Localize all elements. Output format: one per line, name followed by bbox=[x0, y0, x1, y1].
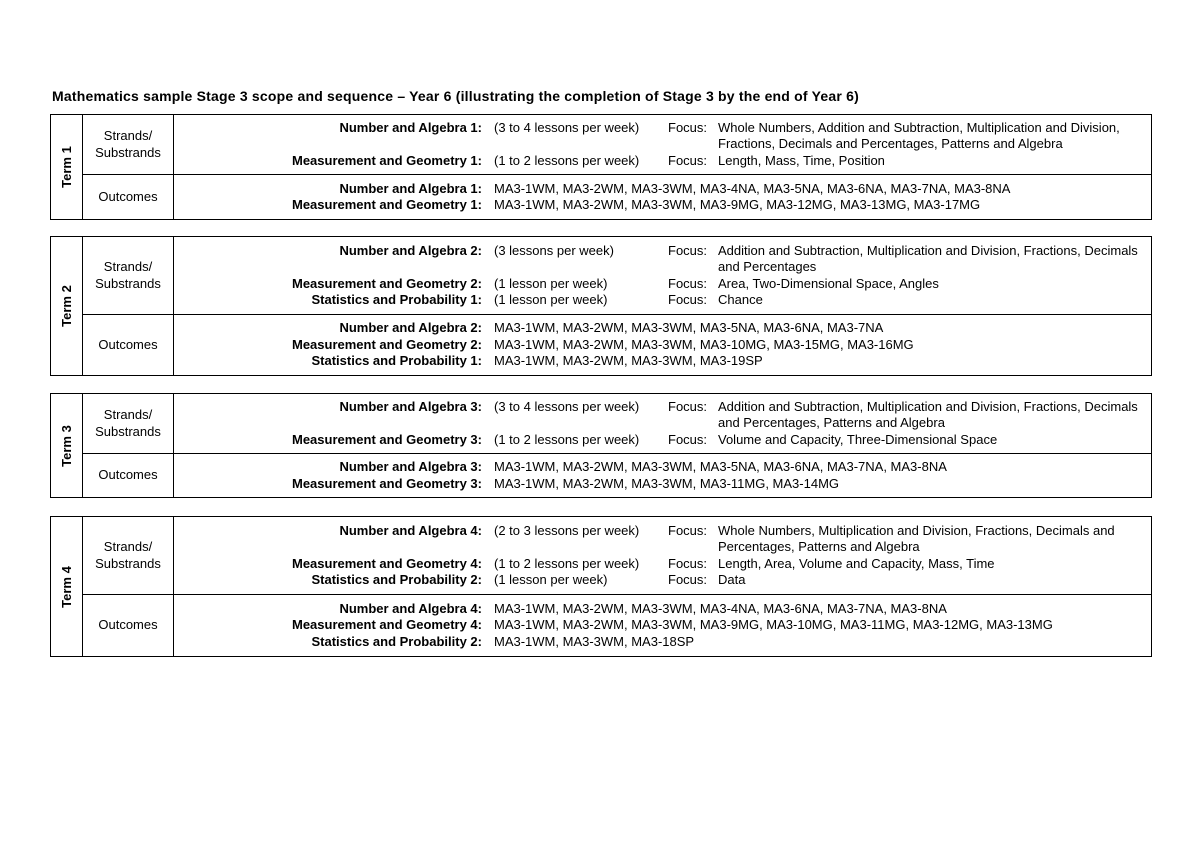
strand-row bbox=[174, 399, 1151, 432]
strand-lessons: (1 lesson per week) bbox=[494, 292, 608, 307]
strand-focus: Data bbox=[718, 572, 746, 587]
outcome-name: Number and Algebra 2: bbox=[339, 320, 482, 336]
strand-row bbox=[174, 523, 1151, 556]
strand-name: Number and Algebra 3: bbox=[339, 398, 482, 414]
outcomes-header: Outcomes bbox=[83, 454, 174, 498]
outcome-name: Measurement and Geometry 2: bbox=[291, 336, 482, 352]
outcome-codes: MA3-1WM, MA3-2WM, MA3-3WM, MA3-5NA, MA3-6NA, MA3-7NA, MA3-8NA bbox=[494, 459, 947, 474]
focus-label: Focus: bbox=[668, 522, 708, 538]
strand-lessons: (2 to 3 lessons per week) bbox=[494, 522, 640, 538]
strand-name: Measurement and Geometry 1: bbox=[291, 152, 482, 168]
strand-lessons: (1 lesson per week) bbox=[494, 572, 608, 587]
strand-row bbox=[174, 243, 1151, 276]
strand-focus: Length, Area, Volume and Capacity, Mass, Time bbox=[718, 555, 995, 571]
outcome-row bbox=[174, 634, 1151, 651]
focus-label: Focus: bbox=[668, 292, 708, 307]
outcome-name: Number and Algebra 3: bbox=[339, 459, 482, 474]
outcome-codes: MA3-1WM, MA3-2WM, MA3-3WM, MA3-11MG, MA3-14MG bbox=[494, 475, 840, 491]
strands-header: Strands/ Substrands bbox=[83, 394, 174, 454]
strand-name: Measurement and Geometry 2: bbox=[291, 275, 482, 291]
strands-header: Strands/ Substrands bbox=[83, 517, 174, 595]
outcome-row bbox=[174, 337, 1151, 354]
outcome-row bbox=[174, 617, 1151, 634]
outcome-codes: MA3-1WM, MA3-3WM, MA3-18SP bbox=[494, 633, 695, 649]
focus-label: Focus: bbox=[668, 431, 708, 447]
outcome-name: Statistics and Probability 2: bbox=[311, 633, 482, 649]
outcome-name: Statistics and Probability 1: bbox=[311, 353, 482, 369]
outcome-codes: MA3-1WM, MA3-2WM, MA3-3WM, MA3-9MG, MA3-10MG, MA3-11MG, MA3-12MG, MA3-13MG bbox=[494, 617, 1053, 633]
outcome-row bbox=[174, 459, 1151, 476]
focus-label: Focus: bbox=[668, 242, 708, 258]
strand-lessons: (3 to 4 lessons per week) bbox=[494, 398, 640, 414]
strand-row bbox=[174, 572, 1151, 589]
strand-row bbox=[174, 276, 1151, 293]
strand-focus: Length, Mass, Time, Position bbox=[718, 152, 885, 168]
outcome-name: Number and Algebra 1: bbox=[339, 180, 482, 196]
outcome-codes: MA3-1WM, MA3-2WM, MA3-3WM, MA3-4NA, MA3-6NA, MA3-7NA, MA3-8NA bbox=[494, 600, 947, 616]
outcome-row bbox=[174, 181, 1151, 198]
strand-focus: Addition and Subtraction, Multiplication and Division, Fractions, Decimals and Percentages bbox=[718, 242, 1138, 274]
strand-name: Number and Algebra 2: bbox=[339, 242, 482, 258]
strand-row bbox=[174, 432, 1151, 449]
strand-name: Number and Algebra 4: bbox=[339, 522, 482, 538]
term-table bbox=[50, 114, 1152, 220]
strands-header: Strands/ Substrands bbox=[83, 237, 174, 315]
outcome-row bbox=[174, 476, 1151, 493]
term-label: Term 2 bbox=[58, 285, 74, 327]
outcome-name: Number and Algebra 4: bbox=[339, 600, 482, 616]
strand-row bbox=[174, 556, 1151, 573]
strand-focus: Chance bbox=[718, 292, 763, 307]
term-table bbox=[50, 516, 1152, 657]
focus-label: Focus: bbox=[668, 555, 708, 571]
focus-label: Focus: bbox=[668, 152, 708, 168]
outcomes-header: Outcomes bbox=[83, 315, 174, 376]
strand-row bbox=[174, 292, 1151, 309]
strand-name: Statistics and Probability 1: bbox=[311, 292, 482, 307]
strand-lessons: (1 lesson per week) bbox=[494, 275, 608, 291]
page-title: Mathematics sample Stage 3 scope and sequence – Year 6 (illustrating the completion of Stage 3 by the end of Year 6) bbox=[52, 88, 859, 104]
strand-name: Number and Algebra 1: bbox=[339, 119, 482, 135]
strand-lessons: (3 to 4 lessons per week) bbox=[494, 119, 640, 135]
term-table bbox=[50, 393, 1152, 498]
term-label: Term 1 bbox=[58, 146, 74, 188]
focus-label: Focus: bbox=[668, 119, 708, 135]
focus-label: Focus: bbox=[668, 275, 708, 291]
strand-lessons: (1 to 2 lessons per week) bbox=[494, 431, 640, 447]
term-cell bbox=[51, 115, 83, 220]
strand-focus: Whole Numbers, Multiplication and Division, Fractions, Decimals and Percentages, Patterns and Algebra bbox=[718, 522, 1115, 554]
strand-lessons: (1 to 2 lessons per week) bbox=[494, 555, 640, 571]
outcome-name: Measurement and Geometry 3: bbox=[291, 475, 482, 491]
strand-row bbox=[174, 120, 1151, 153]
outcome-codes: MA3-1WM, MA3-2WM, MA3-3WM, MA3-9MG, MA3-12MG, MA3-13MG, MA3-17MG bbox=[494, 197, 981, 212]
strand-lessons: (1 to 2 lessons per week) bbox=[494, 152, 640, 168]
outcome-row bbox=[174, 353, 1151, 370]
outcome-name: Measurement and Geometry 4: bbox=[291, 617, 482, 633]
strands-content bbox=[174, 517, 1152, 595]
term-table bbox=[50, 236, 1152, 376]
outcome-codes: MA3-1WM, MA3-2WM, MA3-3WM, MA3-19SP bbox=[494, 353, 763, 369]
focus-label: Focus: bbox=[668, 398, 708, 414]
term-label: Term 4 bbox=[58, 565, 74, 608]
outcomes-header: Outcomes bbox=[83, 175, 174, 220]
strand-focus: Volume and Capacity, Three-Dimensional Space bbox=[718, 431, 998, 447]
strand-focus: Addition and Subtraction, Multiplication and Division, Fractions, Decimals and Percentages, Patterns and Algebra bbox=[718, 398, 1138, 431]
term-cell bbox=[51, 237, 83, 376]
term-label: Term 3 bbox=[58, 424, 74, 467]
strand-name: Statistics and Probability 2: bbox=[311, 572, 482, 587]
strands-content bbox=[174, 237, 1152, 315]
outcome-row bbox=[174, 197, 1151, 214]
outcomes-content bbox=[174, 315, 1152, 376]
outcome-name: Measurement and Geometry 1: bbox=[291, 197, 482, 212]
focus-label: Focus: bbox=[668, 572, 708, 587]
outcome-codes: MA3-1WM, MA3-2WM, MA3-3WM, MA3-4NA, MA3-5NA, MA3-6NA, MA3-7NA, MA3-8NA bbox=[494, 180, 1011, 196]
outcomes-content bbox=[174, 454, 1152, 498]
outcome-row bbox=[174, 601, 1151, 618]
outcome-codes: MA3-1WM, MA3-2WM, MA3-3WM, MA3-10MG, MA3-15MG, MA3-16MG bbox=[494, 336, 914, 352]
term-cell bbox=[51, 517, 83, 657]
outcomes-content bbox=[174, 175, 1152, 220]
strand-lessons: (3 lessons per week) bbox=[494, 242, 614, 258]
strand-name: Measurement and Geometry 3: bbox=[291, 431, 482, 447]
strands-content bbox=[174, 394, 1152, 454]
strand-row bbox=[174, 153, 1151, 170]
strand-focus: Whole Numbers, Addition and Subtraction, Multiplication and Division, Fractions, Decimals and Percentages, Patterns and Algebra bbox=[718, 119, 1120, 152]
outcome-codes: MA3-1WM, MA3-2WM, MA3-3WM, MA3-5NA, MA3-6NA, MA3-7NA bbox=[494, 320, 884, 336]
outcomes-header: Outcomes bbox=[83, 595, 174, 657]
outcome-row bbox=[174, 320, 1151, 337]
term-cell bbox=[51, 394, 83, 498]
strand-focus: Area, Two-Dimensional Space, Angles bbox=[718, 275, 939, 291]
strands-content bbox=[174, 115, 1152, 175]
strand-name: Measurement and Geometry 4: bbox=[291, 555, 482, 571]
outcomes-content bbox=[174, 595, 1152, 657]
strands-header: Strands/ Substrands bbox=[83, 115, 174, 175]
